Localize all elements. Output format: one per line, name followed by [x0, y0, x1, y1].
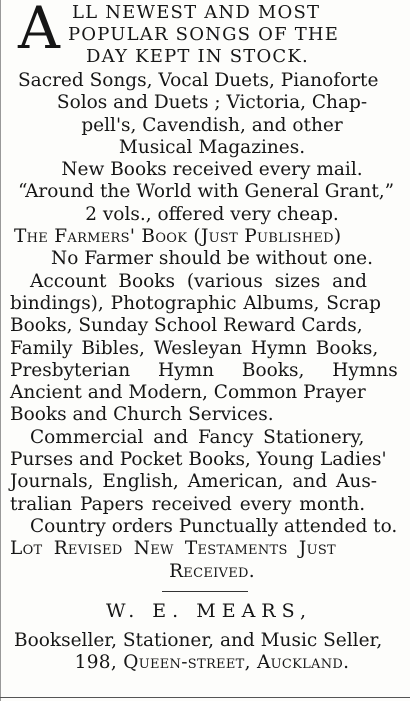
separator-rule	[162, 591, 248, 592]
stationery-line: Commercial and Fancy Stationery,	[30, 426, 365, 448]
account-line: bindings), Photographic Albums, Scrap	[10, 292, 381, 314]
merchant-address: 198, Queen-street, Auckland.	[74, 652, 350, 674]
footer-rule	[0, 697, 410, 698]
account-line: Account Books (various sizes and	[30, 270, 367, 292]
stationery-paragraph	[10, 427, 410, 516]
stock-line: Musical Magazines.	[118, 136, 306, 158]
account-paragraph	[10, 271, 410, 427]
stationery-line: Purses and Pocket Books, Young Ladies'	[10, 449, 387, 471]
stationery-line: Journals, English, American, and Aus-	[10, 471, 378, 493]
account-line: Books and Church Services.	[10, 404, 274, 426]
stationery-line: tralian Papers received every month.	[10, 493, 366, 515]
column-rule	[0, 0, 1, 701]
grant-paragraph	[10, 181, 410, 226]
testaments-paragraph	[10, 538, 410, 583]
farmers-line: The Farmers' Book (Just Published)	[14, 226, 342, 248]
merchant-name: W. E. MEARS,	[106, 599, 312, 622]
account-line: Presbyterian Hymn Books, Hymns	[10, 359, 398, 381]
new-books-paragraph	[10, 159, 410, 181]
drop-cap: A	[18, 0, 60, 62]
testaments-line: Received.	[169, 560, 255, 582]
headline-line: LL NEWEST AND MOST	[72, 2, 321, 23]
account-line: Family Bibles, Wesleyan Hymn Books,	[10, 337, 379, 359]
headline	[0, 2, 410, 70]
merchant-trade: Bookseller, Stationer, and Music Seller,	[14, 630, 383, 652]
stock-line: Solos and Duets ; Victoria, Chap-	[56, 92, 368, 114]
headline-line: POPULAR SONGS OF THE	[68, 24, 340, 45]
account-line: Ancient and Modern, Common Prayer	[10, 382, 366, 404]
stock-line: Sacred Songs, Vocal Duets, Pianoforte	[18, 70, 379, 91]
grant-line: 2 vols., offered very cheap.	[85, 203, 339, 225]
farmers-line: No Farmer should be without one.	[51, 248, 373, 270]
stock-line: pell's, Cavendish, and other	[81, 114, 343, 136]
country-orders-paragraph	[10, 516, 410, 538]
merchant-block	[10, 630, 410, 675]
new-books-line: New Books received every mail.	[61, 159, 363, 181]
country-orders-line: Country orders Punctually attended to.	[30, 515, 398, 537]
testaments-line: Lot Revised New Testaments Just	[10, 538, 337, 560]
stock-paragraph	[10, 70, 410, 159]
grant-line: “Around the World with General Grant,”	[18, 181, 395, 203]
account-line: Books, Sunday School Reward Cards,	[10, 315, 363, 337]
farmers-paragraph	[10, 226, 410, 271]
headline-lines	[68, 2, 410, 68]
headline-line: DAY KEPT IN STOCK.	[86, 46, 309, 67]
